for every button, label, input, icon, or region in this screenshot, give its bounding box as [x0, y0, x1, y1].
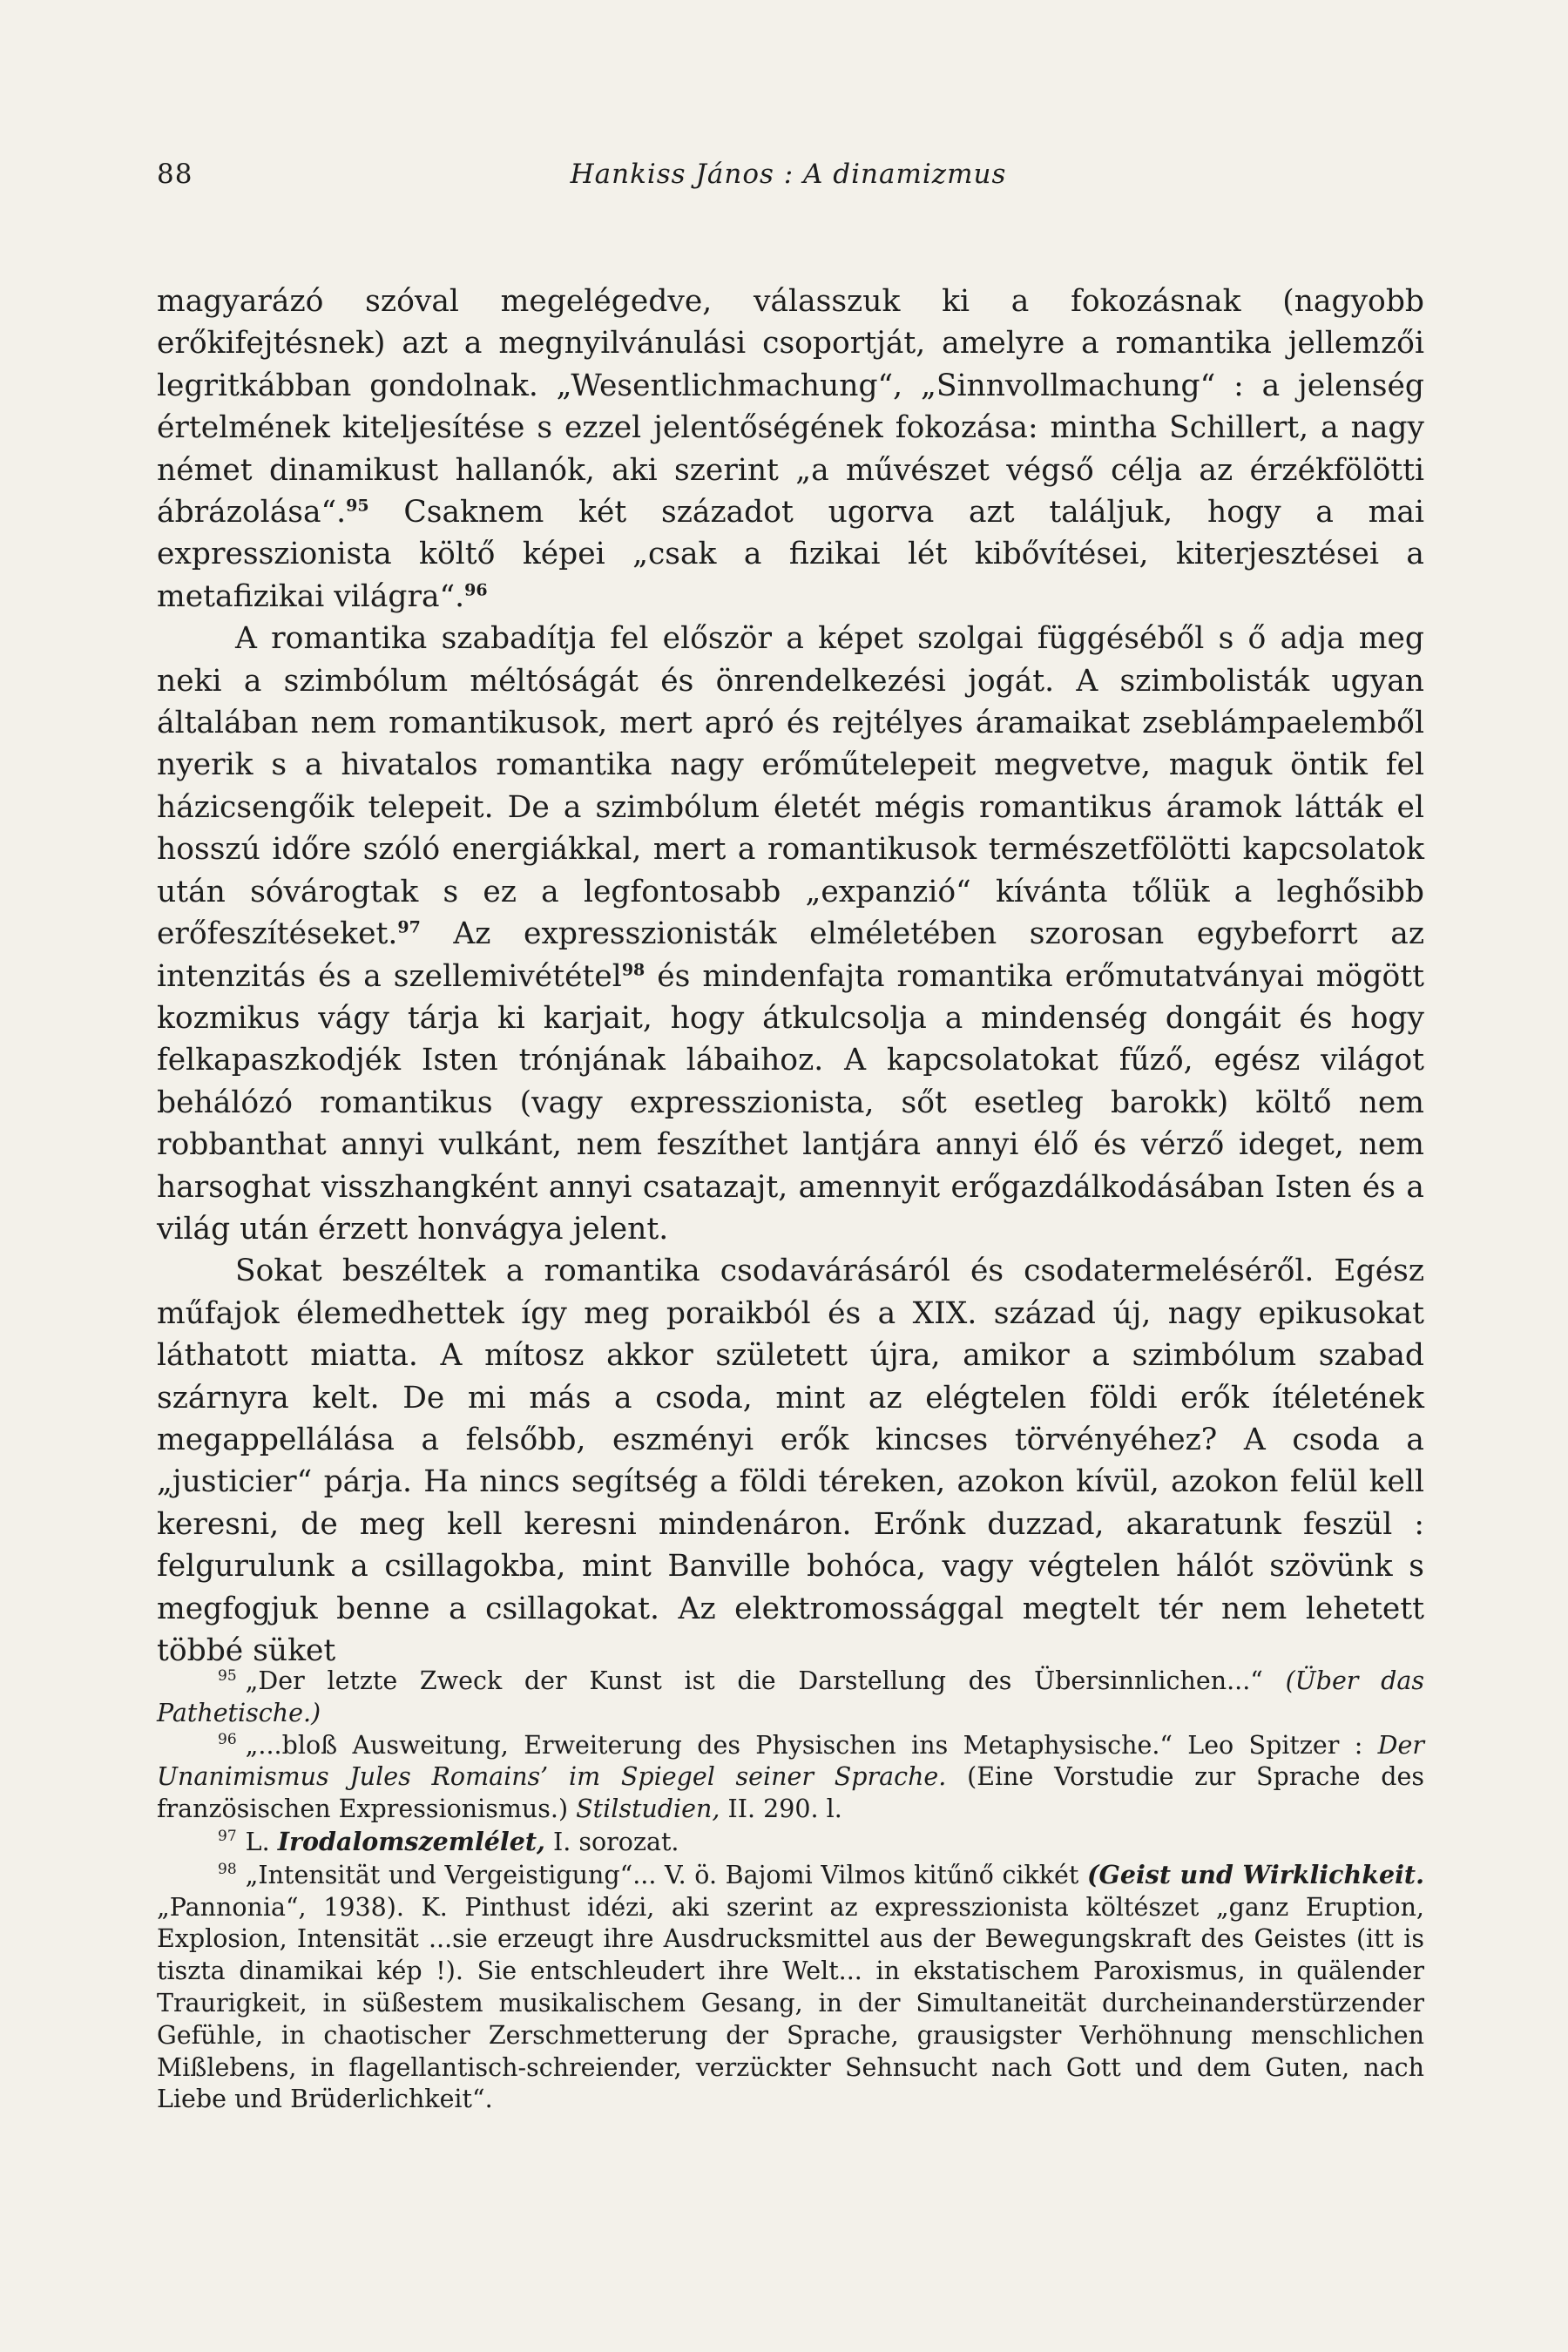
footnote-source: Irodalomszemlélet,	[277, 1826, 545, 1856]
footnote-text: „Der letzte Zweck der Kunst ist die Darstellung des Übersinnlichen...“	[245, 1666, 1263, 1695]
footnote-97	[157, 1826, 1424, 1859]
footnote-text: II. 290. l.	[720, 1794, 842, 1824]
footnote-text: (Eine Vorstudie zur Sprache des französischen Expressionismus.)	[157, 1762, 1424, 1824]
running-title: Hankiss János : A dinamizmus	[570, 159, 1007, 190]
footnote-text: „...bloß Ausweitung, Erweiterung des Physischen ins Metaphysische.“ Leo Spitzer :	[245, 1730, 1378, 1760]
footnote-text: L.	[245, 1827, 278, 1856]
footnote-number: 97	[218, 1828, 237, 1846]
footnote-text: I. sorozat.	[544, 1827, 679, 1856]
footnote-ref-97: 97	[397, 917, 421, 937]
paragraph-2-text-c: és mindenfajta romantika erőmutatványai mögött kozmikus vágy tárja ki karjait, hogy átkulcsolja a mindenség dongáit és hogy felkapaszkodjék Isten trónjának lábaihoz. A kapcsolatokat fűző, egész világot behálózó romantikus (vagy expresszionista, sőt esetleg barokk) költő nem robbanthat annyi vulkánt, nem feszíthet lantjára annyi élő és vérző ideget, nem harsoghat visszhangként annyi csatazajt, amennyit erőgazdálkodásában Isten és a világ után érzett honvágya jelent.	[157, 958, 1424, 1247]
footnote-text: „Pannonia“, 1938). K. Pinthust idézi, aki szerint az expresszionista költészet „ganz Eruption, Explosion, Intensität ...sie erzeugt ihre Ausdrucksmittel aus der Bewegungskraft des Geistes (itt is tiszta dinamikai kép !). Sie entschleudert ihre Welt... in ekstatischem Paroxismus, in quälender Traurigkeit, in süßestem musikalischem Gesang, in der Simultaneität durcheinanderstürzender Gefühle, in chaotischer Zerschmetterung der Sprache, grausigster Verhöhnung menschlichen Mißlebens, in flagellantisch-schreiender, verzückter Sehnsucht nach Gott und dem Guten, nach Liebe und Brüderlichkeit“.	[157, 1892, 1424, 2114]
paragraph-1-text-b: Csaknem két századot ugorva azt találjuk, hogy a mai expresszionista költő képei „csak a fizikai lét kibővítései, kiterjesztései a metafizikai világra“.	[157, 495, 1424, 614]
footnote-number: 98	[218, 1861, 237, 1879]
footnote-ref-98: 98	[621, 960, 645, 979]
page-header	[157, 159, 1420, 202]
page-number: 88	[157, 159, 193, 190]
footnote-98	[157, 1859, 1424, 2116]
footnote-number: 96	[218, 1731, 237, 1749]
paragraph-2-text-a: A romantika szabadítja fel először a képet szolgai függéséből s ő adja meg neki a szimbólum méltóságát és önrendelkezési jogát. A szimbolisták ugyan általában nem romantikusok, mert apró és rejtélyes áramaikat zseblámpaelemből nyerik s a hivatalos romantika nagy erőműtelepeit megvetve, maguk öntik fel házicsengőik telepeit. De a szimbólum életét mégis romantikus áramok látták el hosszú időre szóló energiákkal, mert a romantikusok természetfölötti kapcsolatok után sóvárogtak s ez a legfontosabb „expanzió“ kívánta tőlük a leghősibb erőfeszítéseket.	[157, 621, 1424, 952]
paragraph-1-text-a: magyarázó szóval megelégedve, válasszuk ki a fokozásnak (nagyobb erőkifejtésnek) azt a megnyilvánulási csoportját, amelyre a romantika jellemzői legritkábban gondolnak. „Wesentlichmachung“, „Sinnvollmachung“ : a jelenség értelmének kiteljesítése s ezzel jelentőségének fokozása: mintha Schillert, a nagy német dinamikust hallanók, aki szerint „a művészet végső célja az érzékfölötti ábrázolása“.	[157, 284, 1424, 531]
paragraph-3: Sokat beszéltek a romantika csodavárásáról és csodatermeléséről. Egész műfajok élemedhettek így meg poraikból és a XIX. század új, nagy epikusokat láthatott miatta. A mítosz akkor született újra, amikor a szimbólum szabad szárnyra kelt. De mi más a csoda, mint az elégtelen földi erők ítéletének megappellálása a felsőbb, eszményi erők kincses törvényéhez? A csoda a „justicier“ párja. Ha nincs segítség a földi téreken, azokon kívül, azokon felül kell keresni, de meg kell keresni mindenáron. Erőnk duzzad, akaratunk feszül : felgurulunk a csillagokba, mint Banville bohóca, vagy végtelen hálót szövünk s megfogjuk benne a csillagokat. Az elektromossággal megtelt tér nem lehetett többé süket	[157, 1254, 1424, 1668]
body-text	[157, 280, 1424, 1672]
footnote-source: Stilstudien,	[576, 1794, 720, 1824]
footnote-95	[157, 1666, 1424, 1730]
footnote-text: „Intensität und Vergeistigung“... V. ö. Bajomi Vilmos kitűnő cikkét	[245, 1860, 1088, 1889]
footnote-ref-95: 95	[346, 496, 369, 516]
footnote-ref-96: 96	[464, 580, 488, 600]
paragraph-1	[157, 280, 1424, 618]
footnote-number: 95	[218, 1666, 237, 1685]
footnote-96	[157, 1730, 1424, 1826]
paragraph-2	[157, 618, 1424, 1250]
footnotes	[157, 1666, 1424, 2116]
footnote-source: (Geist und Wirklichkeit.	[1087, 1859, 1424, 1889]
footnote-source: Der Unanimismus Jules Romains’ im Spiegel seiner Sprache.	[157, 1730, 1424, 1792]
paragraph-2-text-b: Az expresszionisták elméletében szorosan egybeforrt az intenzitás és a szellemivététel	[157, 916, 1424, 994]
footnote-source: (Über das Pathetische.)	[157, 1666, 1425, 1727]
